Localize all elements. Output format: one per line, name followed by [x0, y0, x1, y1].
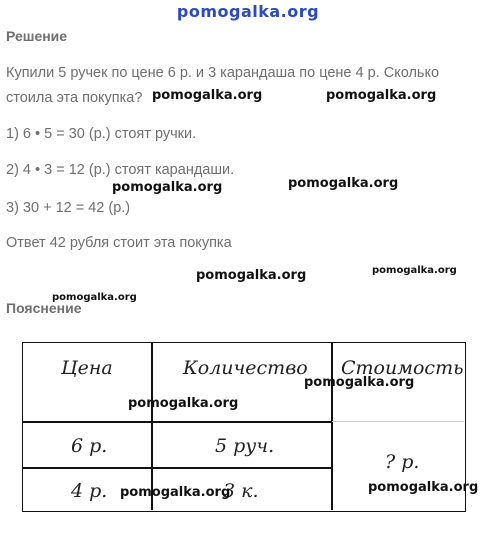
- cell-quantity-2: 3 к.: [223, 480, 259, 502]
- header-quantity: Количество: [183, 357, 308, 379]
- table-divider: [23, 467, 332, 469]
- table-divider: [23, 421, 332, 423]
- header-price: Цена: [61, 357, 113, 379]
- watermark: pomogalka.org: [288, 176, 399, 191]
- watermark: pomogalka.org: [112, 180, 223, 195]
- watermark: pomogalka.org: [152, 88, 263, 103]
- watermark: pomogalka.org: [128, 396, 239, 411]
- problem-line-2: стоила эта покупка?: [6, 90, 143, 106]
- cell-price-2: 4 р.: [71, 480, 108, 502]
- cell-total-cost: ? р.: [385, 451, 420, 473]
- solution-step-3: 3) 30 + 12 = 42 (р.): [6, 200, 131, 216]
- watermark: pomogalka.org: [196, 268, 307, 283]
- watermark: pomogalka.org: [372, 265, 457, 276]
- problem-line-1: Купили 5 ручек по цене 6 р. и 3 карандаша по цене 4 р. Сколько: [6, 65, 440, 81]
- watermark: pomogalka.org: [52, 292, 137, 303]
- explanation-heading: Пояснение: [6, 300, 82, 316]
- site-logo: pomogalka.org: [176, 2, 320, 21]
- answer-text: Ответ 42 рубля стоит эта покупка: [6, 235, 232, 251]
- watermark: pomogalka.org: [368, 480, 479, 495]
- watermark: pomogalka.org: [120, 485, 231, 500]
- cell-price-1: 6 р.: [71, 435, 108, 457]
- solution-step-1: 1) 6 • 5 = 30 (р.) стоят ручки.: [6, 126, 197, 142]
- watermark: pomogalka.org: [326, 88, 437, 103]
- table-divider: [332, 421, 464, 422]
- table-divider: [331, 343, 333, 510]
- cell-quantity-1: 5 руч.: [215, 435, 275, 457]
- solution-heading: Решение: [6, 28, 68, 44]
- header-cost: Стоимость: [341, 357, 464, 379]
- solution-step-2: 2) 4 • 3 = 12 (р.) стоят карандаши.: [6, 162, 235, 178]
- watermark: pomogalka.org: [304, 375, 415, 390]
